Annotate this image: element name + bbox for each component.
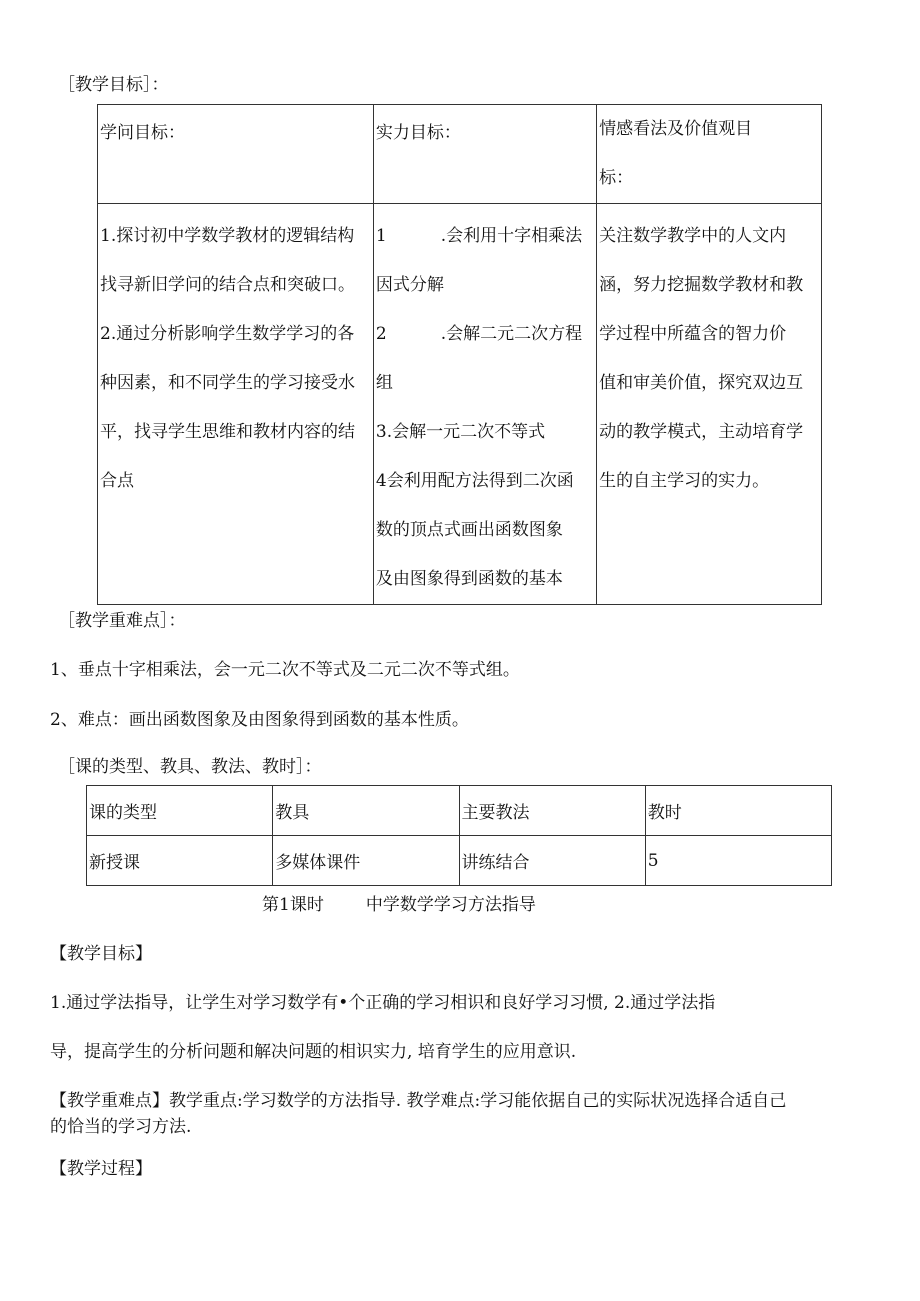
teaching-method-value: 讲练结合: [459, 836, 645, 886]
ability-line: 及由图象得到函数的基本: [375, 569, 563, 589]
objectives-table: [97, 104, 822, 605]
emotion-objectives: [597, 204, 822, 605]
ability-line: 3.会解一元二次不等式: [375, 422, 546, 442]
knowledge-line: 种因素，和不同学生的学习接受水: [100, 373, 355, 393]
ability-objectives: [373, 204, 596, 605]
header-knowledge: 学问目标：: [98, 105, 374, 204]
emotion-line: 关注数学教学中的人文内: [599, 226, 787, 246]
class-hours-value: 5: [645, 836, 831, 886]
emotion-line: 值和审美价值，探究双边互: [599, 373, 804, 393]
knowledge-line: 1.探讨初中学数学教材的逻辑结构: [100, 226, 355, 246]
knowledge-line: 2.通过分析影响学生数学学习的各: [100, 324, 355, 344]
knowledge-line: 合点: [100, 471, 134, 491]
emotion-line: 学过程中所蕴含的智力价: [599, 324, 787, 344]
header-class-hours: 教时: [645, 786, 831, 836]
ability-line: 因式分解: [375, 275, 444, 295]
knowledge-objectives: [98, 204, 374, 605]
ability-line: 2 .会解二元二次方程: [375, 324, 583, 344]
keypoint-2: 2、难点：画出函数图象及由图象得到函数的基本性质。: [50, 710, 469, 730]
header-emotion: 情感看法及价值观目标：: [597, 105, 822, 204]
lesson-title-line: [262, 890, 536, 915]
lesson-info-heading: ［课的类型、教具、教法、教时］：: [58, 757, 322, 777]
emotion-line: 动的教学模式，主动培育学: [599, 422, 804, 442]
keypoints-text-line-1: 【教学重难点】教学重点:学习数学的方法指导. 教学难点:学习能依据自己的实际状况选择合适自己: [50, 1091, 787, 1111]
ability-line: 组: [375, 373, 393, 393]
lesson-title: 中学数学学习方法指导: [365, 895, 536, 915]
lesson-type-value: 新授课: [87, 836, 273, 886]
goal-text-line-2: 导，提高学生的分析问题和解决问题的相识实力, 培育学生的应用意识.: [50, 1042, 577, 1062]
emotion-line: 涵，努力挖掘数学教材和教: [599, 275, 804, 295]
header-lesson-type: 课的类型: [87, 786, 273, 836]
goal-text-line-1: 1.通过学法指导，让学生对学习数学有•个正确的学习相识和良好学习习惯, 2.通过学法指: [50, 993, 716, 1013]
header-teaching-aids: 教具: [273, 786, 459, 836]
emotion-line: 生的自主学习的实力。: [599, 471, 770, 491]
keypoints-text-line-2: 的恰当的学习方法.: [50, 1117, 192, 1137]
ability-line: 4会利用配方法得到二次函: [375, 471, 574, 491]
keypoints-heading: ［教学重难点］：: [58, 611, 186, 631]
objectives-heading: ［教学目标］：: [58, 75, 169, 95]
header-teaching-method: 主要教法: [459, 786, 645, 836]
teaching-aids-value: 多媒体课件: [273, 836, 459, 886]
ability-line: 1 .会利用十字相乘法: [375, 226, 583, 246]
keypoint-1: 1、垂点十字相乘法，会一元二次不等式及二元二次不等式组。: [50, 660, 520, 680]
knowledge-line: 平，找寻学生思维和教材内容的结: [100, 422, 355, 442]
lesson-number: 第1课时: [262, 895, 324, 915]
goal-heading: 【教学目标】: [50, 944, 152, 964]
process-heading: 【教学过程】: [50, 1159, 152, 1179]
lesson-info-table: [86, 785, 832, 886]
ability-line: 数的顶点式画出函数图象: [375, 520, 563, 540]
header-ability: 实力目标：: [373, 105, 596, 204]
knowledge-line: 找寻新旧学问的结合点和突破口。: [100, 275, 355, 295]
